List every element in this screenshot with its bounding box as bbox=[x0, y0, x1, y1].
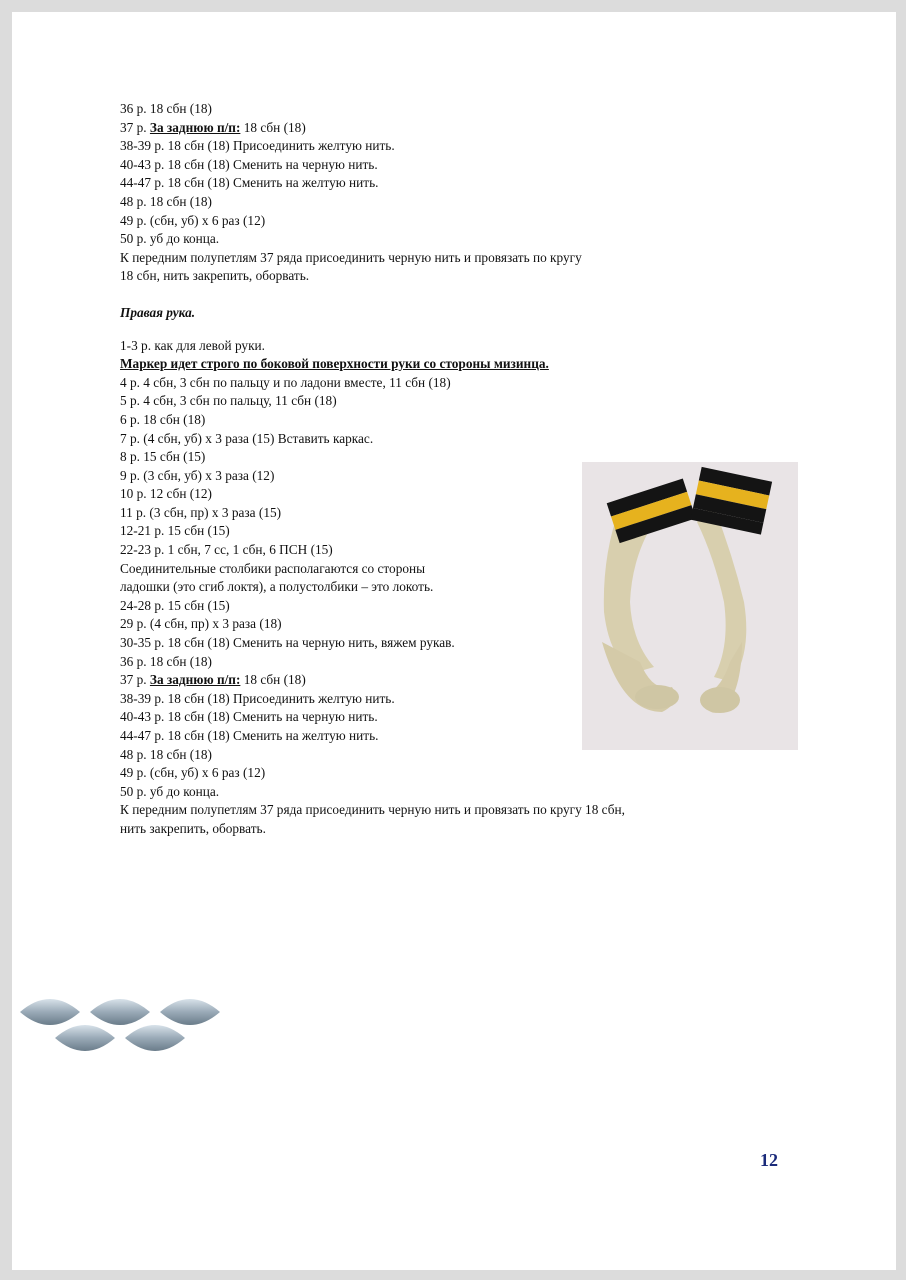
row-text: 29 р. (4 сбн, пр) х 3 раза (18) bbox=[120, 616, 282, 632]
left-hand-row bbox=[120, 230, 760, 249]
row-text: 37 р. bbox=[120, 119, 150, 135]
left-hand-end-section bbox=[120, 100, 760, 286]
row-text: 50 р. уб до конца. bbox=[120, 231, 220, 247]
left-hand-row bbox=[120, 137, 760, 156]
row-text: 37 р. bbox=[120, 672, 150, 688]
row-text: 8 р. 15 сбн (15) bbox=[120, 449, 206, 465]
right-hand-row bbox=[120, 820, 760, 839]
row-text: 9 р. (3 сбн, уб) х 3 раза (12) bbox=[120, 467, 275, 483]
row-text: 5 р. 4 сбн, 3 сбн по пальцу, 11 сбн (18) bbox=[120, 393, 337, 409]
row-text: 30-35 р. 18 сбн (18) Сменить на черную нить, вяжем рукав. bbox=[120, 635, 455, 651]
row-text: 10 р. 12 сбн (12) bbox=[120, 486, 212, 502]
row-text: 40-43 р. 18 сбн (18) Сменить на черную нить. bbox=[120, 156, 378, 172]
row-emphasis: За заднюю п/п: bbox=[149, 672, 241, 688]
page-number: 12 bbox=[760, 1150, 778, 1170]
row-text: К передним полупетлям 37 ряда присоединить черную нить и провязать по кругу 18 сбн, bbox=[120, 802, 625, 818]
row-text: 36 р. 18 сбн (18) bbox=[120, 653, 212, 669]
left-hand-row bbox=[120, 174, 760, 193]
row-text: 44-47 р. 18 сбн (18) Сменить на желтую нить. bbox=[120, 175, 379, 191]
row-text: 48 р. 18 сбн (18) bbox=[120, 193, 212, 209]
right-hand-row bbox=[120, 801, 760, 820]
right-hand-row bbox=[120, 392, 760, 411]
right-hand-row bbox=[120, 430, 760, 449]
left-hand-row bbox=[120, 119, 760, 138]
row-text-suffix: 18 сбн (18) bbox=[240, 672, 306, 688]
marker-note: Маркер идет строго по боковой поверхности руки со стороны мизинца. bbox=[120, 356, 549, 372]
row-text: 44-47 р. 18 сбн (18) Сменить на желтую нить. bbox=[120, 728, 379, 743]
row-text: 22-23 р. 1 сбн, 7 сс, 1 сбн, 6 ПСН (15) bbox=[120, 542, 333, 558]
right-hand-row bbox=[120, 374, 760, 393]
left-hand-row bbox=[120, 212, 760, 231]
row-text: 50 р. уб до конца. bbox=[120, 783, 220, 799]
row-text: 6 р. 18 сбн (18) bbox=[120, 411, 206, 427]
row-text: 36 р. 18 сбн (18) bbox=[120, 101, 212, 116]
row-text: 40-43 р. 18 сбн (18) Сменить на черную нить. bbox=[120, 709, 378, 725]
right-hand-row bbox=[120, 411, 760, 430]
row-text: 7 р. (4 сбн, уб) х 3 раза (15) Вставить каркас. bbox=[120, 430, 374, 446]
row-text: нить закрепить, оборвать. bbox=[120, 820, 266, 836]
row-text: 11 р. (3 сбн, пр) х 3 раза (15) bbox=[120, 504, 282, 520]
row-text: 4 р. 4 сбн, 3 сбн по пальцу и по ладони вместе, 11 сбн (18) bbox=[120, 374, 451, 390]
row-text: 38-39 р. 18 сбн (18) Присоединить желтую нить. bbox=[120, 138, 395, 154]
row-text: ладошки (это сгиб локтя), а полустолбики – это локоть. bbox=[120, 579, 434, 595]
row-text: 12-21 р. 15 сбн (15) bbox=[120, 523, 230, 539]
row-text: 49 р. (сбн, уб) х 6 раз (12) bbox=[120, 212, 266, 228]
right-hand-row bbox=[120, 764, 760, 783]
row-text: 18 сбн, нить закрепить, оборвать. bbox=[120, 268, 310, 284]
crochet-arms-photo bbox=[582, 462, 798, 750]
row-text: 24-28 р. 15 сбн (15) bbox=[120, 597, 230, 613]
right-hand-row bbox=[120, 783, 760, 802]
row-text: К передним полупетлям 37 ряда присоединить черную нить и провязать по кругу bbox=[120, 249, 582, 265]
document-page bbox=[12, 12, 896, 1270]
row-text-suffix: 18 сбн (18) bbox=[240, 119, 306, 135]
right-hand-heading: Правая рука. bbox=[120, 304, 196, 320]
left-hand-row bbox=[120, 249, 760, 268]
left-hand-row bbox=[120, 267, 760, 286]
diamond-ornament-icon bbox=[20, 994, 220, 1058]
right-hand-intro: 1-3 р. как для левой руки. bbox=[120, 337, 265, 353]
row-emphasis: За заднюю п/п: bbox=[149, 119, 241, 135]
row-text: 38-39 р. 18 сбн (18) Присоединить желтую нить. bbox=[120, 690, 395, 706]
left-hand-row bbox=[120, 100, 760, 119]
left-hand-row bbox=[120, 156, 760, 175]
row-text: 49 р. (сбн, уб) х 6 раз (12) bbox=[120, 765, 266, 781]
row-text: Соединительные столбики располагаются со стороны bbox=[120, 560, 426, 576]
left-hand-row bbox=[120, 193, 760, 212]
row-text: 48 р. 18 сбн (18) bbox=[120, 746, 212, 762]
